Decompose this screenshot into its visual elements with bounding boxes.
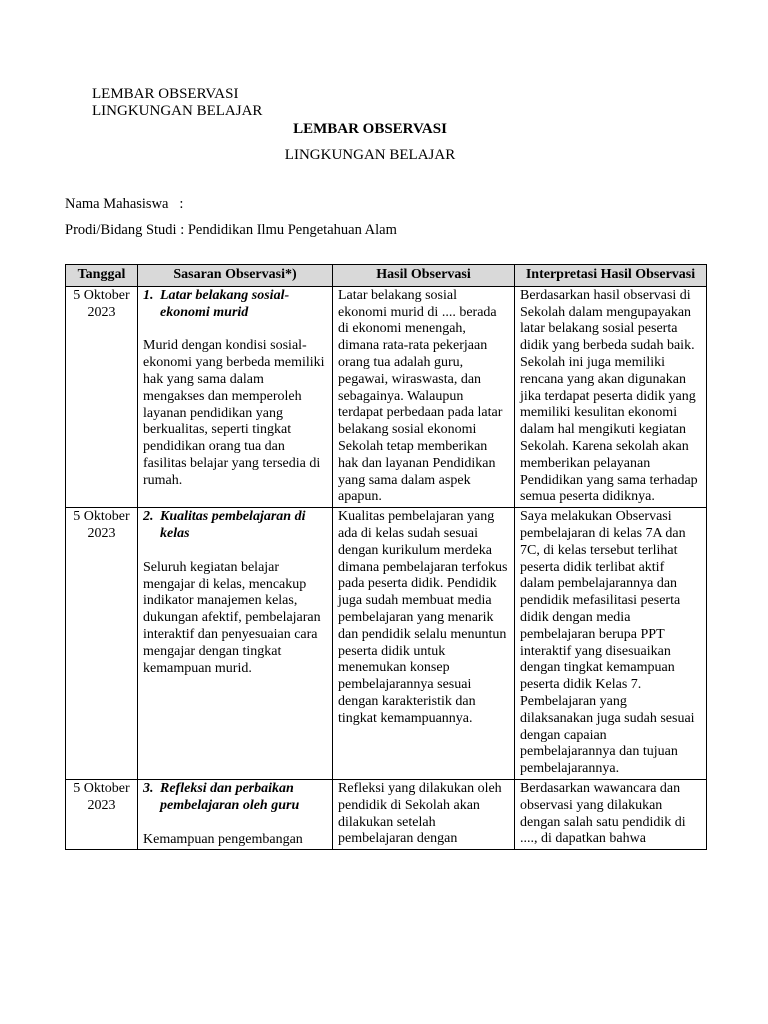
target-description: Murid dengan kondisi sosial-ekonomi yang berbeda memiliki hak yang sama dalam mengakses dan memperoleh layanan pendidikan yang berkualitas, seperti tingkat pendidikan orang tua dan fasilitas belajar yang tersedia di rumah. bbox=[143, 338, 325, 488]
header-result: Hasil Observasi bbox=[333, 265, 515, 287]
date-cell: 5 Oktober 2023 bbox=[66, 779, 138, 849]
target-title bbox=[143, 509, 327, 543]
target-title bbox=[143, 288, 327, 322]
result-cell: Kualitas pembelajaran yang ada di kelas sudah sesuai dengan kurikulum merdeka dimana pembelajaran terfokus pada peserta didik. Pendidik juga sudah membuat media pembelajaran yang menarik dan pendidik selalu menuntun peserta didik untuk menemukan konsep pembelajarannya sesuai dengan karakteristik dan tingkat kemampuannya. bbox=[333, 508, 515, 780]
header-date: Tanggal bbox=[66, 265, 138, 287]
student-name-field: Nama Mahasiswa : bbox=[65, 196, 184, 212]
table-row bbox=[66, 779, 707, 849]
study-program-field: Prodi/Bidang Studi : Pendidikan Ilmu Pengetahuan Alam bbox=[65, 222, 397, 238]
target-description: Kemampuan pengembangan bbox=[143, 831, 303, 847]
target-title-text: Latar belakang sosial-ekonomi murid bbox=[160, 287, 290, 320]
interpretation-cell: Berdasarkan hasil observasi di Sekolah dalam mengupayakan latar belakang sosial peserta didik yang berbeda sudah baik. Sekolah ini juga memiliki rencana yang akan digunakan jika terdapat peserta didik yang memiliki kesulitan ekonomi dalam hal mengikuti kegiatan Sekolah. Karena sekolah akan memberikan pelayanan Pendidikan yang sama terhadap semua peserta didiknya. bbox=[515, 286, 707, 507]
target-title-text: Kualitas pembelajaran di kelas bbox=[160, 509, 306, 541]
target-number: 2. bbox=[143, 509, 154, 525]
target-title bbox=[143, 781, 327, 815]
header-interpretation: Interpretasi Hasil Observasi bbox=[515, 265, 707, 287]
page-header bbox=[92, 86, 262, 120]
interpretation-cell: Saya melakukan Observasi pembelajaran di kelas 7A dan 7C, di kelas tersebut terlihat peserta didik terlibat aktif dalam pembelajarannya dan pendidik mefasilitasi peserta didik dengan media pembelajaran berupa PPT interaktif yang disesuaikan dengan tingkat kemampuan peserta didik Kelas 7. Pembelajaran yang dilaksanakan juga sudah sesuai dengan capaian pembelajarannya dan tujuan pembelajarannya. bbox=[515, 508, 707, 780]
table-row bbox=[66, 286, 707, 507]
target-description: Seluruh kegiatan belajar mengajar di kelas, mencakup indikator manajemen kelas, dukungan afektif, pembelajaran interaktif dan penyesuaian cara mengajar dengan tingkat kemampuan murid. bbox=[143, 559, 321, 676]
target-title-text: Refleksi dan perbaikan pembelajaran oleh guru bbox=[160, 780, 300, 813]
header-target: Sasaran Observasi*) bbox=[138, 265, 333, 287]
target-cell bbox=[138, 508, 333, 780]
date-cell: 5 Oktober 2023 bbox=[66, 508, 138, 780]
table-row bbox=[66, 508, 707, 780]
table-header-row bbox=[66, 265, 707, 287]
interpretation-cell: Berdasarkan wawancara dan observasi yang dilakukan dengan salah satu pendidik di ...., di dapatkan bahwa bbox=[515, 779, 707, 849]
document-subtitle: LINGKUNGAN BELAJAR bbox=[284, 147, 456, 163]
observation-table bbox=[65, 264, 707, 850]
target-number: 3. bbox=[143, 780, 154, 796]
result-cell: Latar belakang sosial ekonomi murid di .... berada di ekonomi menengah, dimana rata-rata pekerjaan orang tua adalah guru, pegawai, wiraswasta, dan sebagainya. Walaupun terdapat perbedaan pada latar belakang sosial ekonomi Sekolah tetap memberikan hak dan layanan Pendidikan yang sama dalam aspek apapun. bbox=[333, 286, 515, 507]
header-line-2: LINGKUNGAN BELAJAR bbox=[92, 103, 263, 119]
date-cell: 5 Oktober 2023 bbox=[66, 286, 138, 507]
document-title: LEMBAR OBSERVASI bbox=[293, 121, 447, 137]
target-cell bbox=[138, 779, 333, 849]
header-line-1: LEMBAR OBSERVASI bbox=[92, 86, 239, 102]
target-number: 1. bbox=[143, 287, 154, 303]
result-cell: Refleksi yang dilakukan oleh pendidik di Sekolah akan dilakukan setelah pembelajaran dengan bbox=[333, 779, 515, 849]
target-cell bbox=[138, 286, 333, 507]
